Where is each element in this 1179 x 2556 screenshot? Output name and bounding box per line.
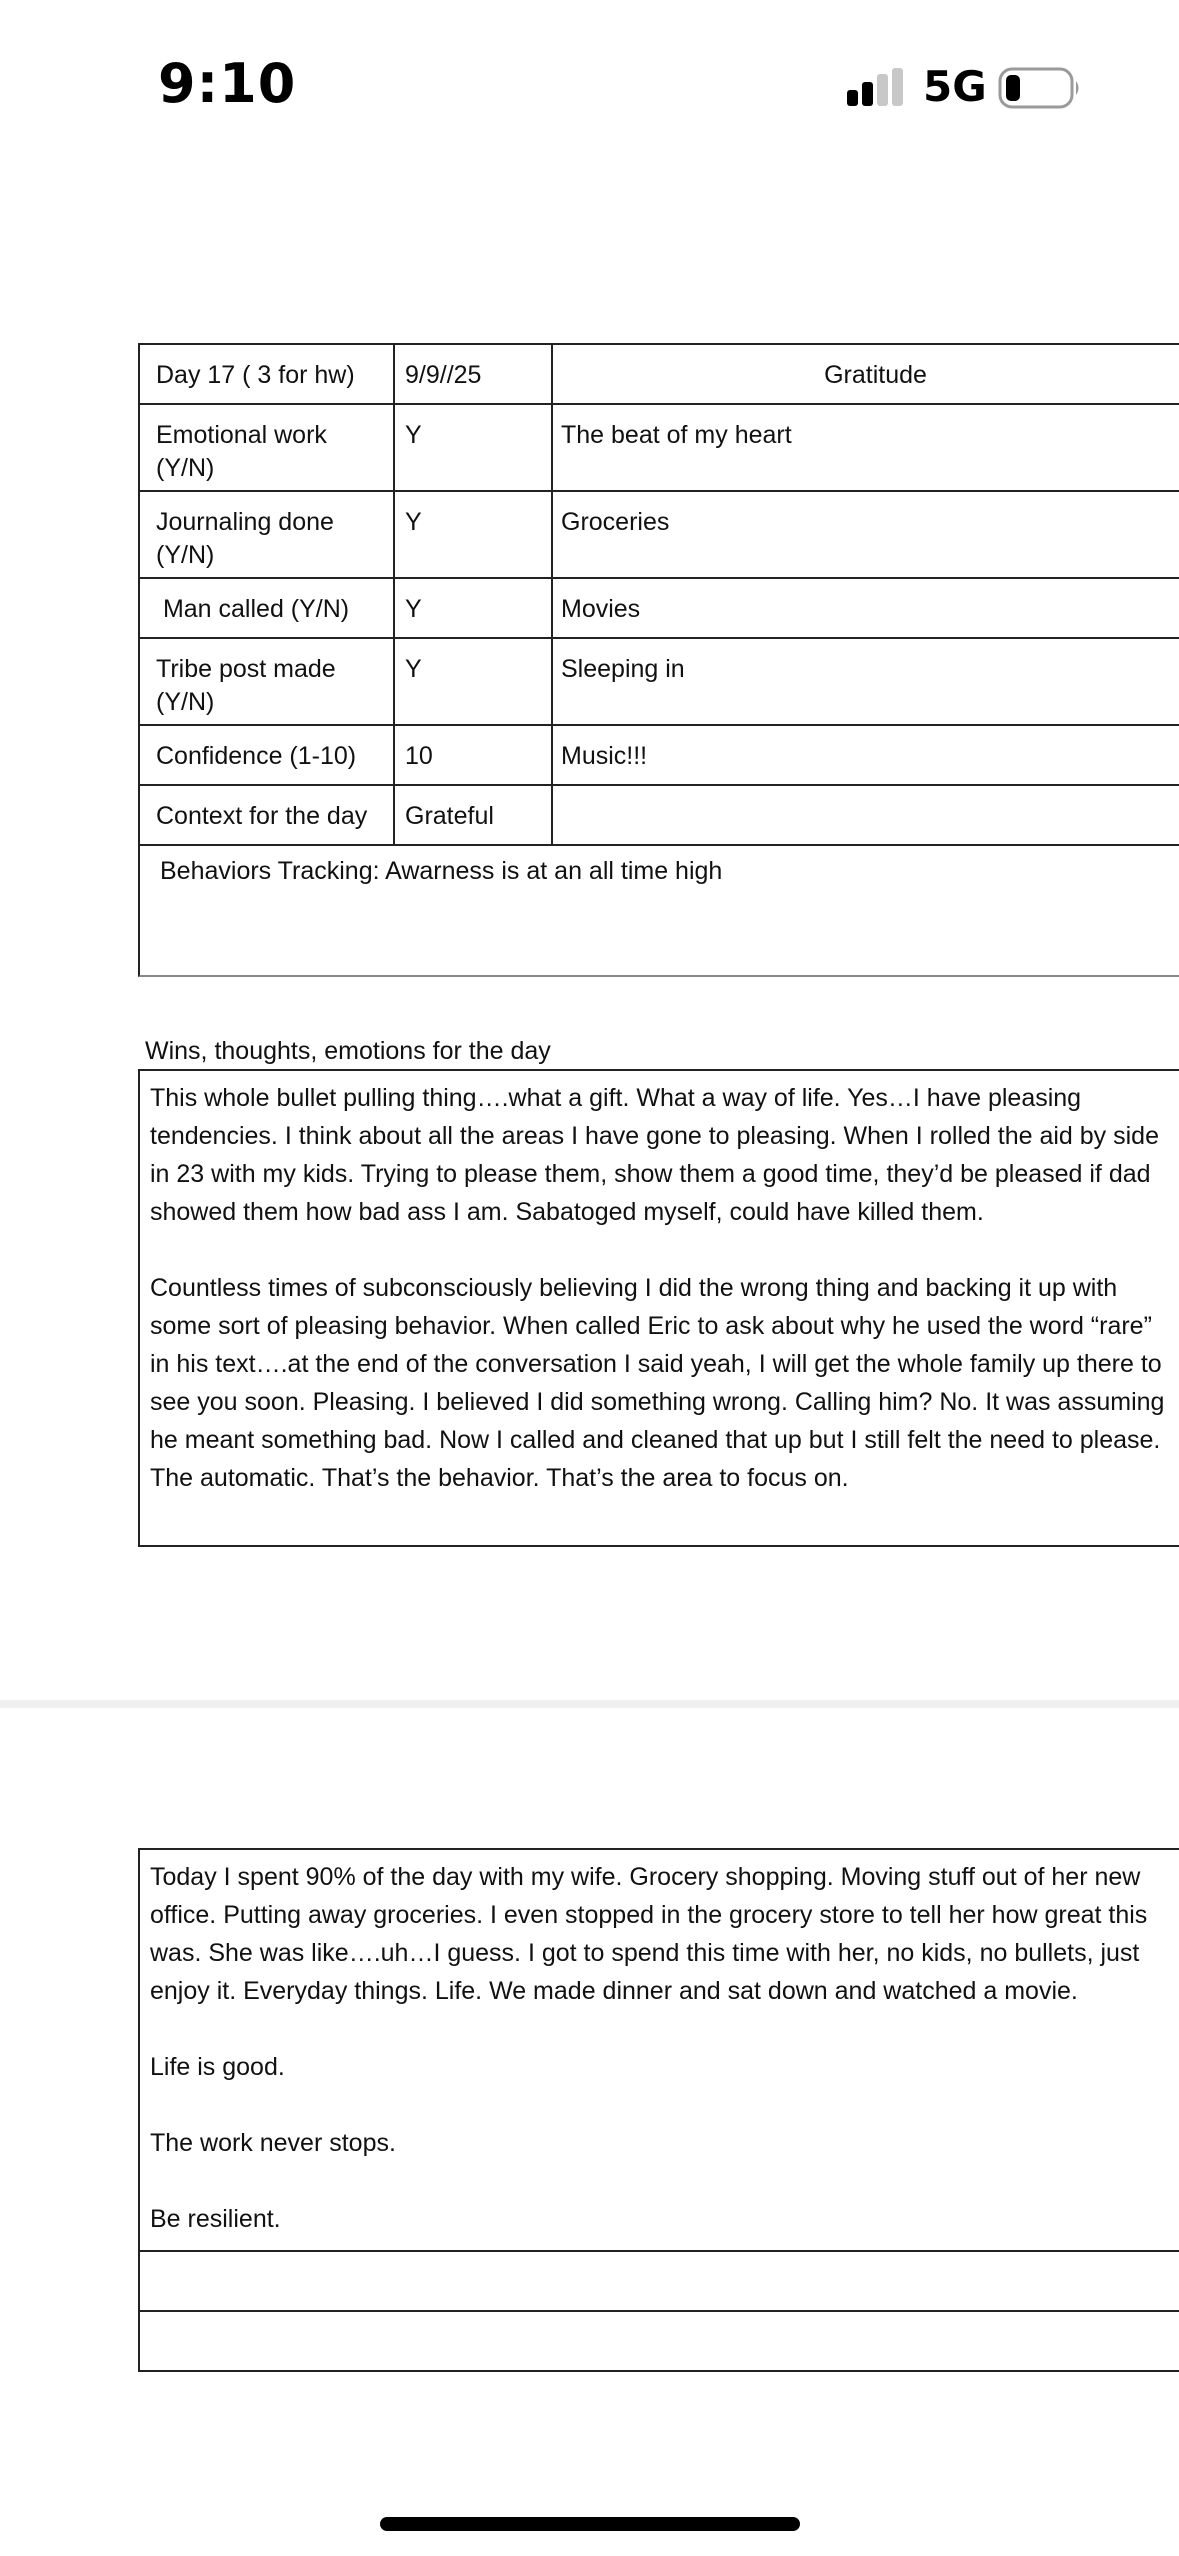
gratitude-item: The beat of my heart: [552, 404, 1179, 491]
home-indicator[interactable]: [380, 2517, 800, 2531]
page-divider: [0, 1700, 1179, 1708]
cellular-signal-icon: [845, 68, 907, 108]
text-line: was. She was like….uh…I guess. I got to spend this time with her, no kids, no bullets, just: [150, 1939, 1140, 1967]
table-row: [139, 491, 1179, 578]
gratitude-item: Groceries: [552, 491, 1179, 578]
row-value: Y: [394, 638, 552, 725]
row-label: Context for the day: [139, 785, 394, 845]
text-line: The automatic. That’s the behavior. That’s the area to focus on.: [150, 1464, 849, 1492]
gratitude-item: Music!!!: [552, 725, 1179, 785]
row-label: Day 17 ( 3 for hw): [139, 344, 394, 404]
text-line: Countless times of subconsciously believing I did the wrong thing and backing it up with: [150, 1274, 1118, 1302]
network-type: 5G: [923, 62, 987, 111]
table-row: [139, 638, 1179, 725]
behaviors-tracking: Behaviors Tracking: Awarness is at an all time high: [138, 843, 1179, 977]
table-row: [139, 785, 1179, 845]
text-line: Be resilient.: [150, 2205, 281, 2233]
table-row: [139, 404, 1179, 491]
row-label: Emotional work (Y/N): [139, 404, 394, 491]
page2-text-box: [138, 1848, 1179, 2252]
row-label: Confidence (1-10): [139, 725, 394, 785]
text-line: showed them how bad ass I am. Sabatoged myself, could have killed them.: [150, 1198, 984, 1226]
text-line: see you soon. Pleasing. I believed I did something wrong. Calling him? No. It was assuming: [150, 1388, 1165, 1416]
text-line: This whole bullet pulling thing….what a gift. What a way of life. Yes…I have pleasing: [150, 1084, 1082, 1112]
gratitude-item: Movies: [552, 578, 1179, 638]
text-line: office. Putting away groceries. I even stopped in the grocery store to tell her how great this: [150, 1901, 1148, 1929]
row-label: Tribe post made (Y/N): [139, 638, 394, 725]
text-line: Today I spent 90% of the day with my wife. Grocery shopping. Moving stuff out of her new: [150, 1863, 1141, 1891]
empty-table-row: [138, 2312, 1179, 2372]
text-line: tendencies. I think about all the areas I have gone to pleasing. When I rolled the aid by side: [150, 1122, 1159, 1150]
text-line: some sort of pleasing behavior. When called Eric to ask about why he used the word “rare”: [150, 1312, 1152, 1340]
table-row: [139, 578, 1179, 638]
table-row: [139, 725, 1179, 785]
row-label: Man called (Y/N): [139, 578, 394, 638]
table-row: [139, 344, 1179, 404]
row-value: Y: [394, 404, 552, 491]
text-line: Life is good.: [150, 2053, 285, 2081]
wins-text-box: [138, 1069, 1179, 1547]
tracker-table: [138, 343, 1179, 846]
text-line: The work never stops.: [150, 2129, 396, 2157]
wins-title: Wins, thoughts, emotions for the day: [145, 1037, 551, 1065]
row-value: Y: [394, 578, 552, 638]
gratitude-header: Gratitude: [552, 344, 1179, 404]
row-value: Y: [394, 491, 552, 578]
status-time: 9:10: [158, 52, 297, 115]
empty-table-row: [138, 2252, 1179, 2312]
row-value: 9/9//25: [394, 344, 552, 404]
row-label: Journaling done (Y/N): [139, 491, 394, 578]
gratitude-item: Sleeping in: [552, 638, 1179, 725]
row-value: 10: [394, 725, 552, 785]
text-line: enjoy it. Everyday things. Life. We made dinner and sat down and watched a movie.: [150, 1977, 1078, 2005]
text-line: he meant something bad. Now I called and cleaned that up but I still felt the need to please.: [150, 1426, 1161, 1454]
battery-icon: [998, 66, 1082, 110]
text-line: in 23 with my kids. Trying to please them, show them a good time, they’d be pleased if dad: [150, 1160, 1151, 1188]
gratitude-item: [552, 785, 1179, 845]
row-value: Grateful: [394, 785, 552, 845]
text-line: in his text….at the end of the conversation I said yeah, I will get the whole family up there to: [150, 1350, 1162, 1378]
